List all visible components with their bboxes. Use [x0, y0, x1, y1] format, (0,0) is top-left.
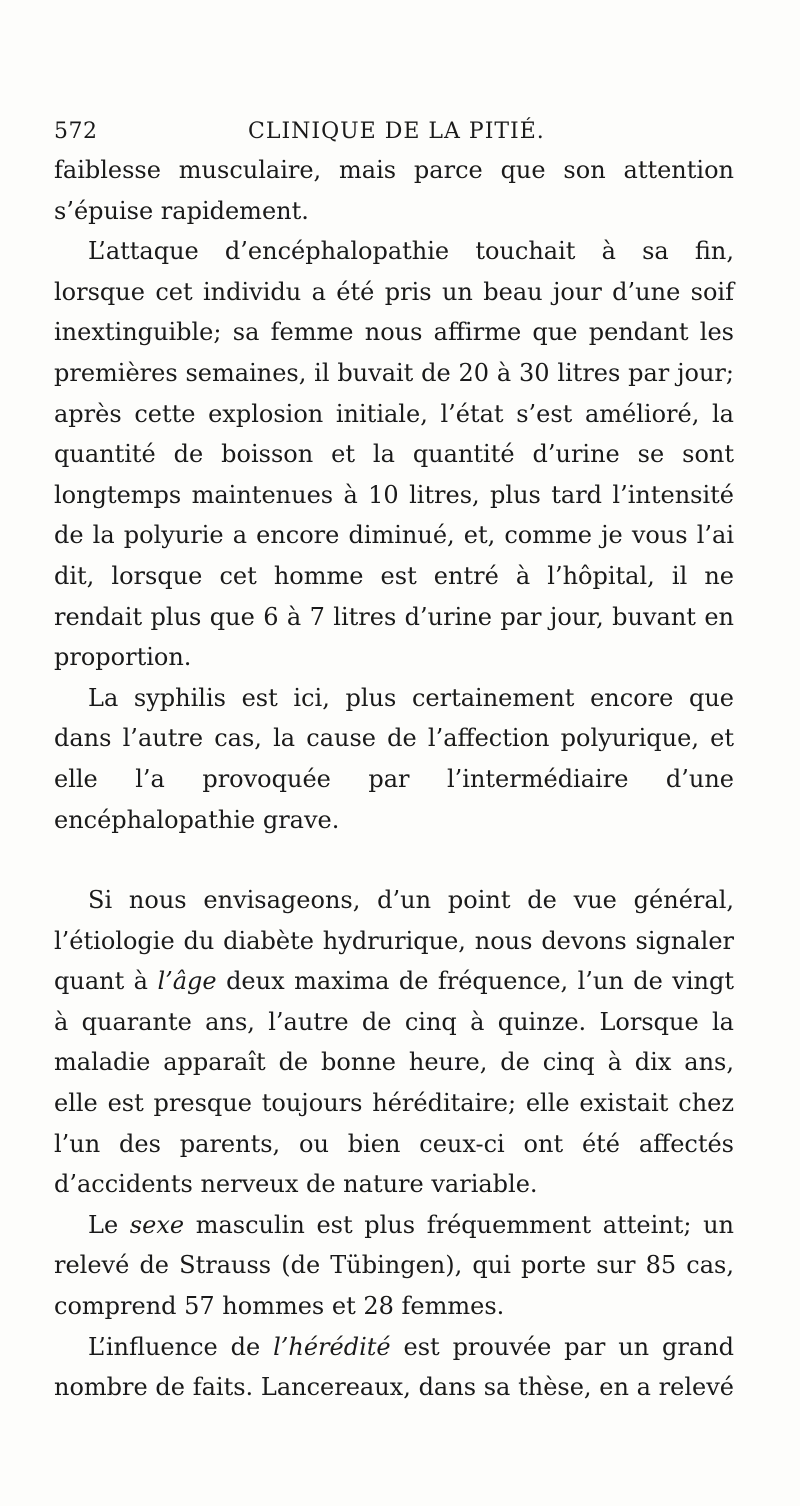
paragraph-5-emphasis: sexe: [129, 1210, 185, 1239]
page-header: [54, 118, 734, 146]
page-number: 572: [54, 119, 98, 144]
paragraph-5: [54, 1205, 734, 1327]
paragraph-1: faiblesse musculaire, mais parce que son attention s’épuise rapidement.: [54, 156, 734, 225]
paragraph-4: [54, 880, 734, 1205]
paragraph-gap: [54, 840, 734, 880]
paragraph-3: La syphilis est ici, plus certainement encore que dans l’autre cas, la cause de l’affection polyurique, et elle l’a provoquée par l’intermédiaire d’une encéphalopathie grave.: [54, 683, 734, 834]
paragraph-4-text-b: deux maxima de fréquence, l’un de vingt à quarante ans, l’autre de cinq à quinze. Lorsque la maladie apparaît de bonne heure, de cinq à dix ans, elle est presque toujours héréditaire; elle existait chez l’un des parents, ou bien ceux-ci ont été affectés d’accidents nerveux de nature variable.: [54, 967, 735, 1199]
paragraph-5-text-a: Le: [88, 1210, 130, 1239]
running-title: CLINIQUE DE LA PITIÉ.: [248, 119, 545, 144]
paragraph-2: L’attaque d’encéphalopathie touchait à sa fin, lorsque cet individu a été pris un beau jour d’une soif inextinguible; sa femme nous affirme que pendant les premières semaines, il buvait de 20 à 30 litres par jour; après cette explosion initiale, l’état s’est amélioré, la quantité de boisson et la quantité d’urine se sont longtemps maintenues à 10 litres, plus tard l’intensité de la polyurie a encore diminué, et, comme je vous l’ai dit, lorsque cet homme est entré à l’hôpital, il ne rendait plus que 6 à 7 litres d’urine par jour, buvant en proportion.: [54, 237, 734, 672]
paragraph-6: [54, 1327, 734, 1408]
paragraph-5-text-b: masculin est plus fréquemment atteint; un relevé de Strauss (de Tübingen), qui porte sur 85 cas, comprend 57 hommes et 28 femmes.: [54, 1210, 734, 1321]
paragraph-6-emphasis: l’hérédité: [273, 1332, 391, 1361]
paragraph-6-text-b: est prouvée par un grand nombre de faits. Lancereaux, dans sa thèse, en a relevé: [54, 1332, 734, 1402]
paragraph-4-text-a: Si nous envisageons, d’un point de vue général, l’étiologie du diabète hydrurique, nous devons signaler quant à: [54, 886, 734, 996]
paragraph-4-emphasis: l’âge: [157, 967, 217, 996]
paragraph-6-text-a: L’influence de: [88, 1332, 274, 1361]
page-body: [54, 150, 734, 1408]
